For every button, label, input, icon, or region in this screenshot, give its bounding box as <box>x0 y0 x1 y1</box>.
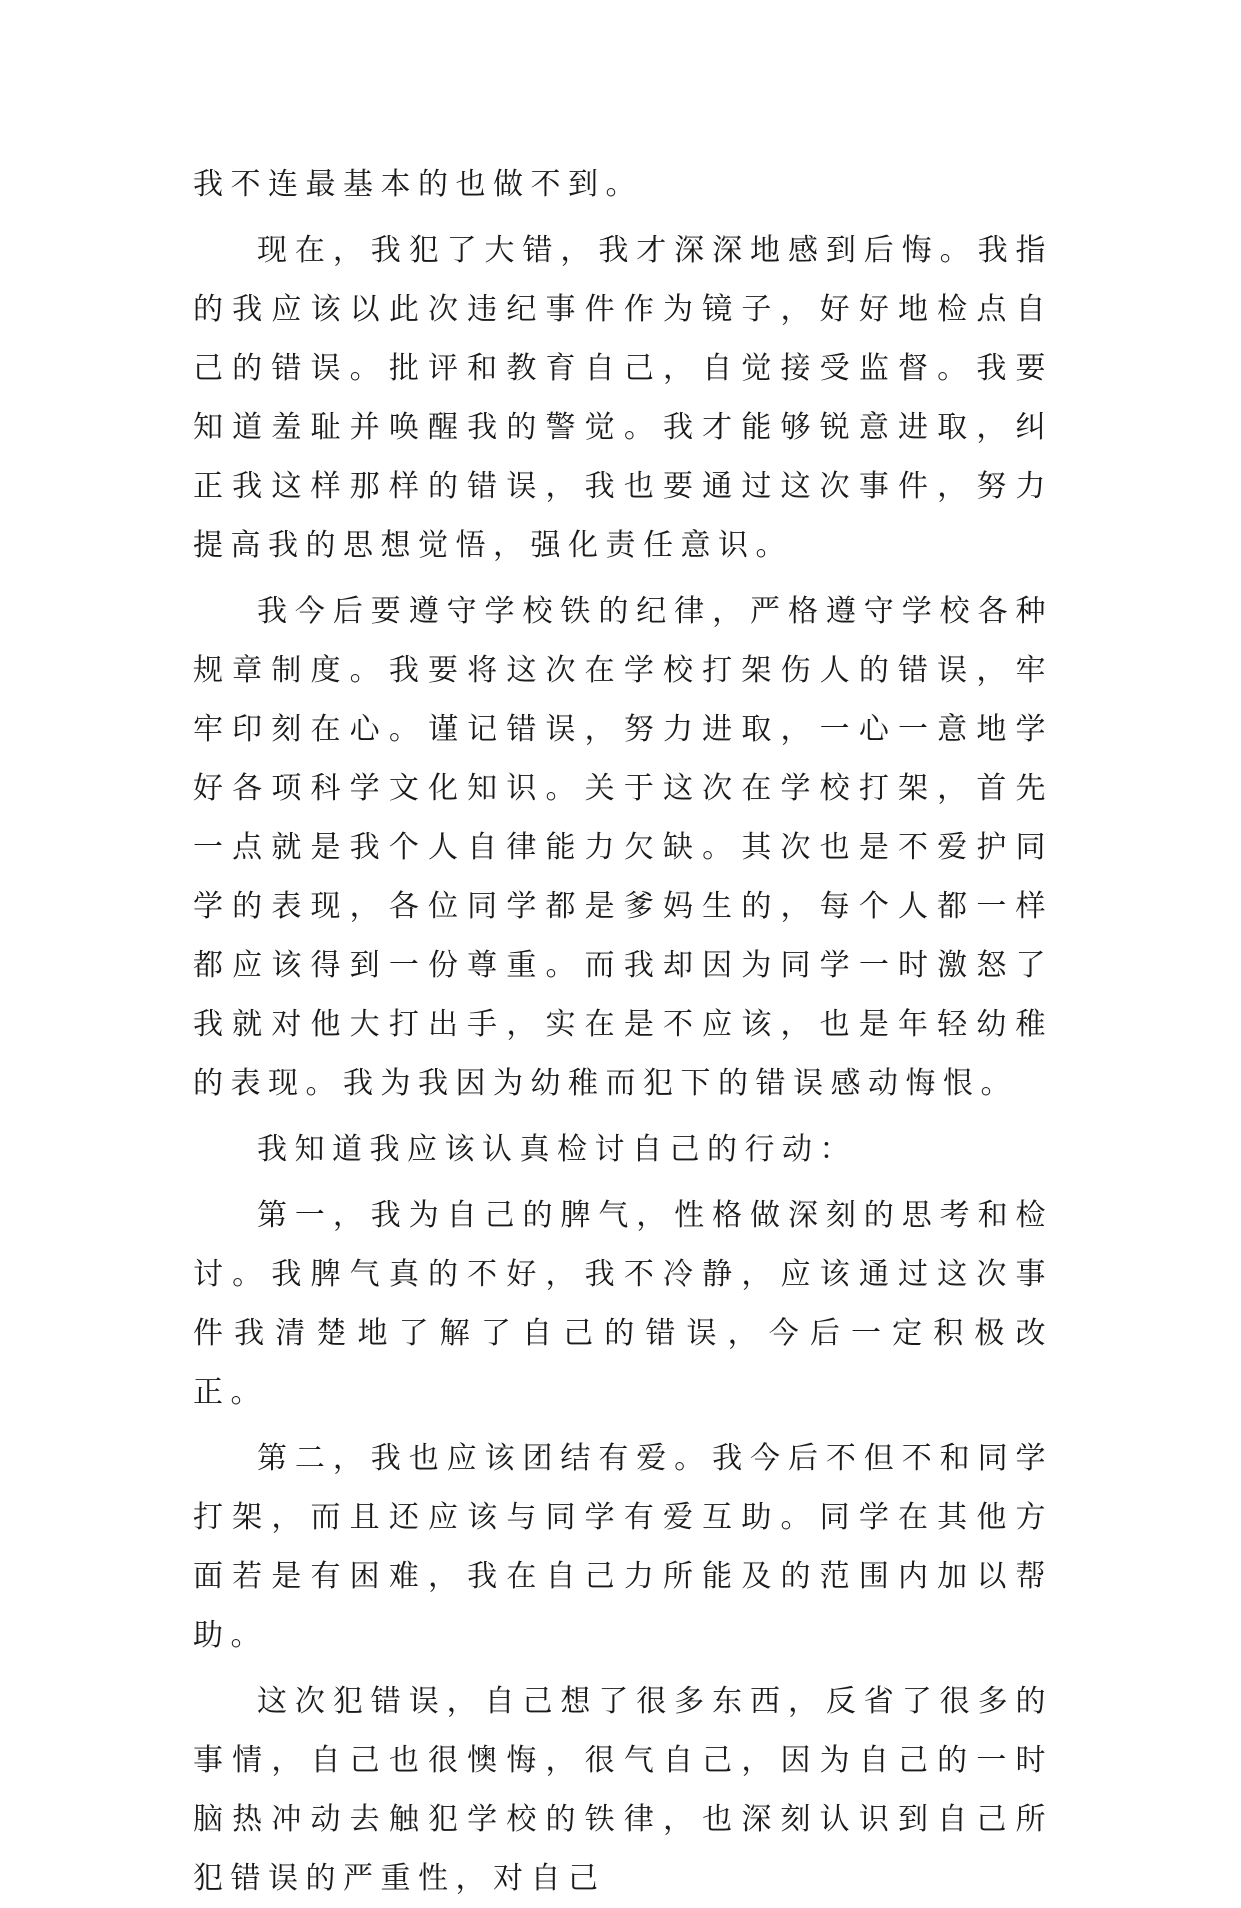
paragraph-4: 我知道我应该认真检讨自己的行动： <box>257 1132 857 1167</box>
document-body <box>193 155 1053 1908</box>
paragraph-5: 第一，我为自己的脾气，性格做深刻的思考和检讨。我脾气真的不好，我不冷静，应该通过这次事件我清楚地了解了自己的错误，今后一定积极改正。 <box>193 1198 1053 1410</box>
paragraph-3: 我今后要遵守学校铁的纪律，严格遵守学校各种规章制度。我要将这次在学校打架伤人的错误，牢牢印刻在心。谨记错误，努力进取，一心一意地学好各项科学文化知识。关于这次在学校打架，首先一点就是我个人自律能力欠缺。其次也是不爱护同学的表现，各位同学都是爹妈生的，每个人都一样都应该得到一份尊重。而我却因为同学一时激怒了我就对他大打出手，实在是不应该，也是年轻幼稚的表现。我为我因为幼稚而犯下的错误感动悔恨。 <box>193 594 1053 1101</box>
paragraph-2: 现在，我犯了大错，我才深深地感到后悔。我指的我应该以此次违纪事件作为镜子，好好地检点自己的错误。批评和教育自己，自觉接受监督。我要知道羞耻并唤醒我的警觉。我才能够锐意进取，纠正我这样那样的错误，我也要通过这次事件，努力提高我的思想觉悟，强化责任意识。 <box>193 233 1053 563</box>
paragraph-7: 这次犯错误，自己想了很多东西，反省了很多的事情，自己也很懊悔，很气自己，因为自己的一时脑热冲动去触犯学校的铁律，也深刻认识到自己所犯错误的严重性，对自己 <box>193 1684 1053 1896</box>
paragraph-6: 第二，我也应该团结有爱。我今后不但不和同学打架，而且还应该与同学有爱互助。同学在其他方面若是有困难，我在自己力所能及的范围内加以帮助。 <box>193 1441 1053 1653</box>
paragraph-1: 我不连最基本的也做不到。 <box>193 167 643 202</box>
